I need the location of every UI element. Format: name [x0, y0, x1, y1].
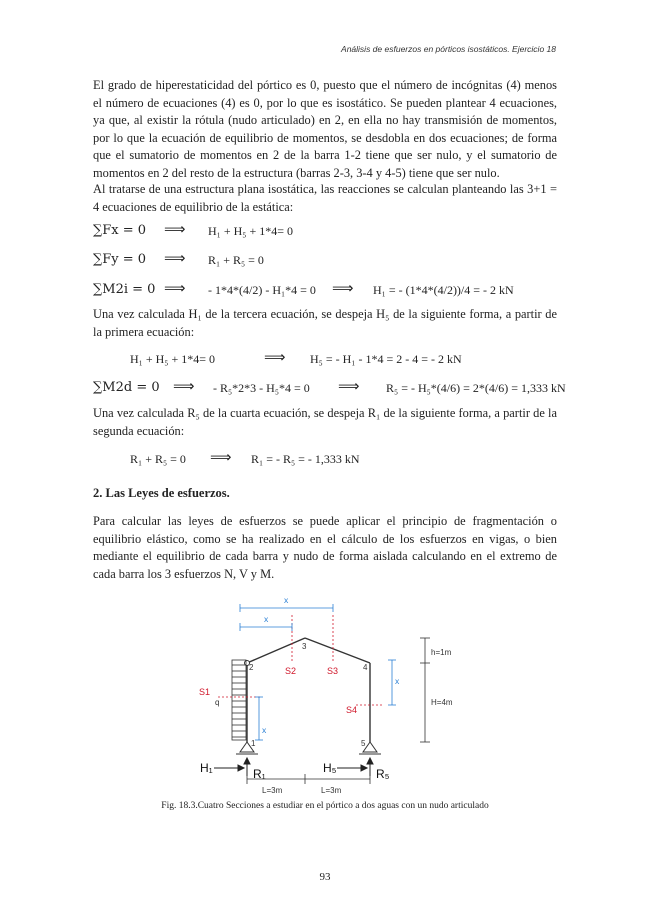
node-4-label: 4	[363, 663, 368, 672]
implies-arrow: ⟹	[264, 348, 286, 366]
implies-arrow: ⟹	[164, 249, 186, 267]
paragraph-laws: Para calcular las leyes de esfuerzos se puede aplicar el principio de fragmentación o equilibrio elástico, como se ha realizado en el cálculo de los esfuerzos en vigas, o bien mediante el equilibrio de cada barra y nudo de forma aislada calculando en el extremo de cada barra los 3 esfuerzos N, V y M.	[93, 514, 557, 581]
length-right-label: L=3m	[321, 786, 342, 795]
eq-fy-rhs: R₁ + R₅ = 0	[208, 253, 264, 267]
eq-m2i-mid: - 1*4*(4/2) - H₁*4 = 0	[208, 283, 316, 297]
dim-x-col-left-label: x	[262, 725, 267, 735]
eq-fx-lhs: ∑Fx = 0	[93, 223, 147, 238]
running-header: Análisis de esfuerzos en pórticos isostáticos. Ejercicio 18	[341, 44, 556, 54]
paragraph-hyperstaticity: El grado de hiperestaticidad del pórtico es 0, puesto que el número de incógnitas (4) menos el número de ecuaciones (4) es 0, por lo que es isostático. Se pueden plantear 4 ecuaciones, ya que, al existir la rótula (nudo articulado) en 2, en ella no hay transmisión de momentos, por lo que la ecuación de equilibrio de momentos, se desdobla en dos ecuaciones; de forma que el sumatorio de momentos en 2 de la barra 1-2 tiene que ser nulo, y el sumatorio de momentos en 2 del resto de la estructura (barras 2-3, 3-4 y 4-5) tiene que ser nulo.	[93, 78, 557, 180]
section-s4-label: S4	[346, 705, 358, 715]
h-col-label: H=4m	[431, 698, 453, 707]
reaction-h5-label: H₅	[323, 761, 337, 775]
eq-fy-lhs: ∑Fy = 0	[93, 252, 147, 267]
node-3-label: 3	[302, 642, 307, 651]
implies-arrow: ⟹	[164, 220, 186, 238]
eq-m2d-lhs: ∑M2d = 0	[93, 380, 160, 395]
node-1-label: 1	[251, 739, 256, 748]
node-2-label: 2	[249, 663, 254, 672]
dim-x-top-label: x	[284, 595, 289, 605]
node-5-label: 5	[361, 739, 366, 748]
paragraph-h5: Una vez calculada H₁ de la tercera ecuación, se despeja H₅ de la siguiente forma, a partir de la primera ecuación:	[93, 307, 557, 339]
page-number: 93	[319, 871, 331, 883]
implies-arrow: ⟹	[210, 448, 232, 466]
section-s2-label: S2	[285, 666, 297, 676]
eq-h5-rhs: H₅ = - H₁ - 1*4 = 2 - 4 = - 2 kN	[310, 352, 462, 366]
figure-caption: Fig. 18.3.Cuatro Secciones a estudiar en el pórtico a dos aguas con un nudo articulado	[161, 801, 489, 811]
paragraph-equations-intro: Al tratarse de una estructura plana isostática, las reacciones se calculan planteando las 3+1 = 4 ecuaciones de equilibrio de la estática:	[93, 182, 557, 214]
section-s3-label: S3	[327, 666, 339, 676]
eq-m2i-rhs: H₁ = - (1*4*(4/2))/4 = - 2 kN	[373, 283, 514, 297]
load-q-label: q	[215, 698, 220, 707]
eq-fx-rhs: H₁ + H₅ + 1*4= 0	[208, 224, 294, 238]
eq-r1-rhs: R₁ = - R₅ = - 1,333 kN	[251, 452, 360, 466]
eq-r1-lhs: R₁ + R₅ = 0	[130, 452, 186, 466]
section-s1-label: S1	[199, 687, 211, 697]
reaction-r5-label: R₅	[376, 767, 390, 781]
implies-arrow: ⟹	[164, 279, 186, 297]
length-left-label: L=3m	[262, 786, 283, 795]
implies-arrow: ⟹	[332, 279, 354, 297]
eq-m2d-rhs: R₅ = - H₅*(4/6) = 2*(4/6) = 1,333 kN	[386, 381, 566, 395]
distributed-load	[232, 660, 246, 740]
reaction-h1-label: H₁	[200, 761, 213, 775]
eq-m2i-lhs: ∑M2i = 0	[93, 282, 156, 297]
implies-arrow: ⟹	[173, 377, 195, 395]
section-heading: 2. Las Leyes de esfuerzos.	[93, 486, 230, 500]
reaction-r1-label: R₁	[253, 767, 266, 781]
implies-arrow: ⟹	[338, 377, 360, 395]
paragraph-r1: Una vez calculada R₅ de la cuarta ecuación, se despeja R₁ de la siguiente forma, a partir de la segunda ecuación:	[93, 406, 557, 438]
dim-x-mid-label: x	[264, 614, 269, 624]
dim-x-col-right-label: x	[395, 676, 400, 686]
h-top-label: h=1m	[431, 648, 452, 657]
eq-m2d-mid: - R₅*2*3 - H₅*4 = 0	[213, 381, 310, 395]
eq-h5-lhs: H₁ + H₅ + 1*4= 0	[130, 352, 216, 366]
